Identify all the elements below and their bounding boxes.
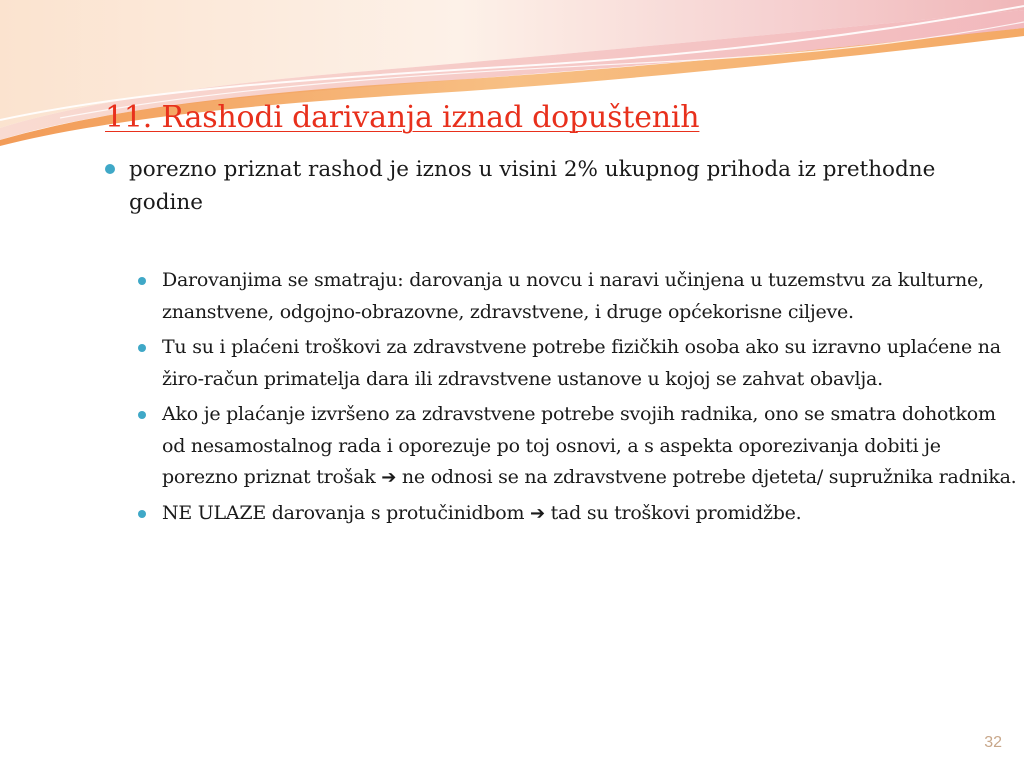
sub-bullet-text-after: ne odnosi se na zdravstvene potrebe djeteta/ supružnika radnika.	[401, 466, 1017, 488]
bullet-dot-icon	[138, 277, 146, 285]
page-number: 32	[984, 734, 1002, 751]
bullet-dot-icon	[138, 510, 146, 518]
bullet-dot-icon	[138, 411, 146, 419]
sub-bullet-text: Darovanjima se smatraju: darovanja u novcu i naravi učinjena u tuzemstvu za kulturne, znanstvene, odgojno-obrazovne, zdravstvene, i druge općekorisne ciljeve.	[162, 269, 984, 323]
sub-bullet-list	[138, 265, 1018, 533]
sub-bullet-text-before: Ako je plaćanje izvršeno za zdravstvene potrebe svojih radnika, ono se smatra dohotkom od nesamostalnog rada i oporezuje po toj osnovi, a s aspekta oporezivanja dobiti je porezno priznat trošak	[162, 403, 996, 488]
right-arrow-icon: ➔	[530, 502, 545, 524]
sub-bullet-item	[138, 265, 1018, 328]
sub-bullet-item	[138, 399, 1018, 494]
sub-bullet-text: Tu su i plaćeni troškovi za zdravstvene potrebe fizičkih osoba ako su izravno uplaćene na žiro-račun primatelja dara ili zdravstvene ustanove u kojoj se zahvat obavlja.	[162, 336, 1001, 390]
bullet-dot-icon	[105, 164, 115, 174]
slide-title: 11. Rashodi darivanja iznad dopuštenih	[105, 100, 700, 135]
sub-bullet-text-before: NE ULAZE darovanja s protučinidbom	[162, 501, 525, 524]
right-arrow-icon: ➔	[381, 467, 397, 488]
sub-bullet-text	[162, 498, 1018, 530]
sub-bullet-text-after: tad su troškovi promidžbe.	[550, 501, 802, 524]
sub-bullet-item	[138, 498, 1018, 530]
main-bullet	[105, 153, 985, 219]
sub-bullet-text	[162, 399, 1018, 494]
main-bullet-text: porezno priznat rashod je iznos u visini 2% ukupnog prihoda iz prethodne godine	[129, 157, 936, 215]
bullet-dot-icon	[138, 344, 146, 352]
sub-bullet-item	[138, 332, 1018, 395]
